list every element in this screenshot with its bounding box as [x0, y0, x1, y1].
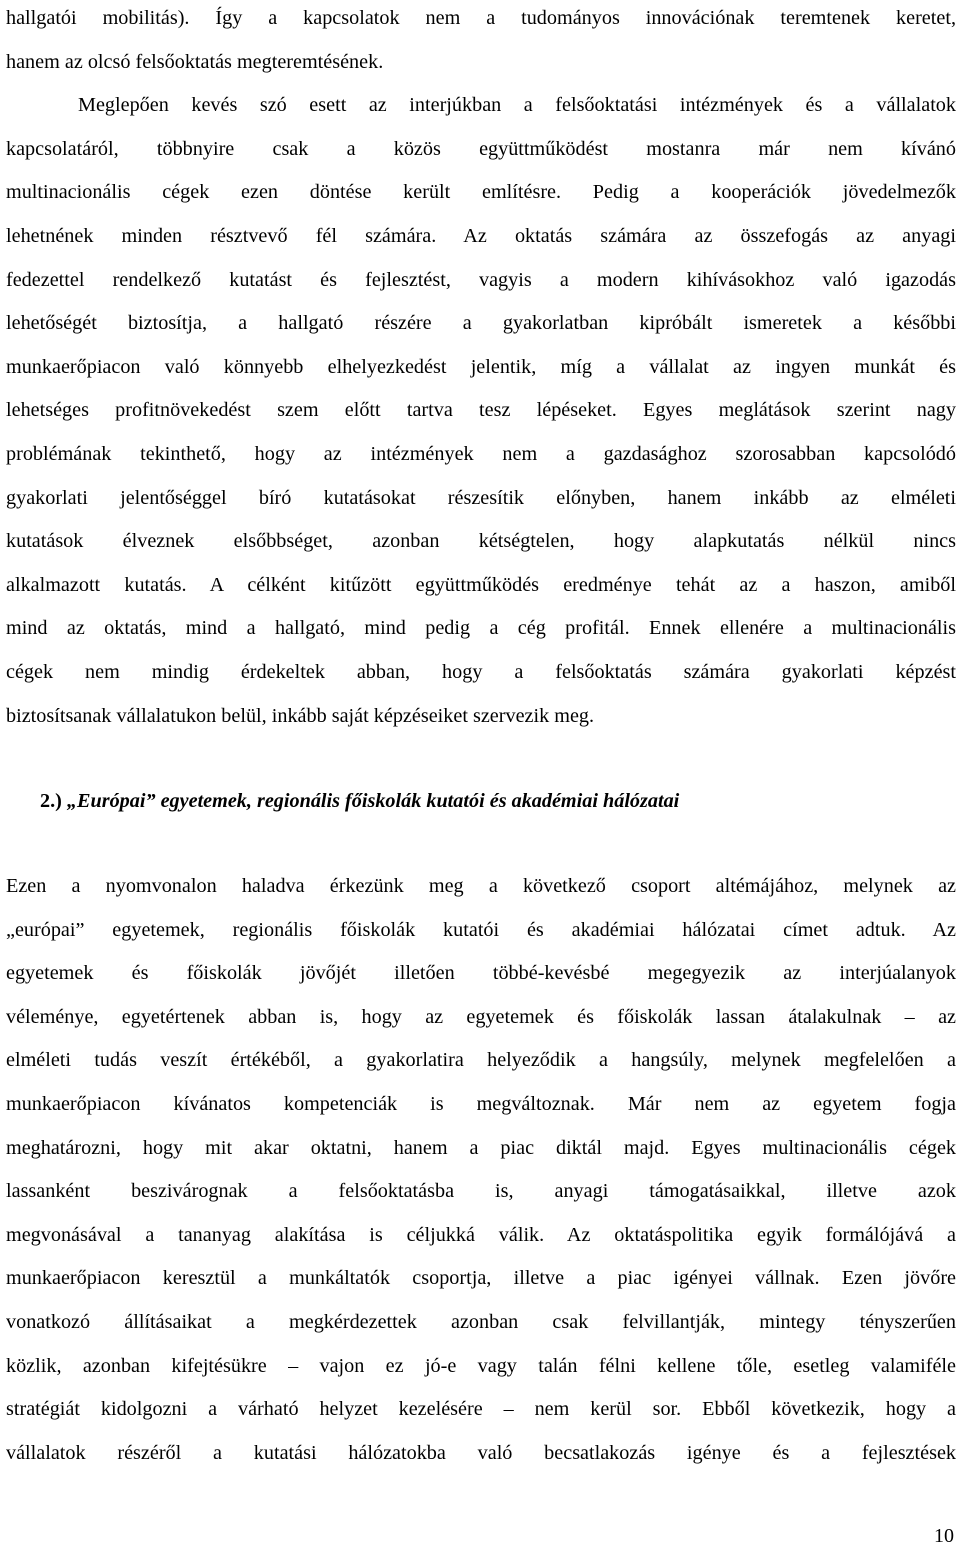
text-line: mind az oktatás, mind a hallgató, mind pedig a cég profitál. Ennek ellenére a multinacionális: [6, 617, 956, 640]
text-line: kapcsolatáról, többnyire csak a közös együttműködést mostanra már nem kívánó: [6, 137, 956, 160]
text-line: elméleti tudás veszít értékéből, a gyakorlatira helyeződik a hangsúly, melynek megfelelően a: [6, 1049, 956, 1072]
text-line: vonatkozó állításaikat a megkérdezettek azonban csak felvillantják, mintegy tényszerűen: [6, 1310, 956, 1333]
section-number: 2.): [40, 790, 62, 812]
text-line: lehetséges profitnövekedést szem előtt tartva tesz lépéseket. Egyes meglátások szerint nagy: [6, 399, 956, 422]
text-line: véleménye, egyetértenek abban is, hogy az egyetemek és főiskolák lassan átalakulnak – az: [6, 1005, 956, 1028]
text-line: lehetnének minden résztvevő fél számára. Az oktatás számára az összefogás az anyagi: [6, 224, 956, 247]
text-line: munkaerőpiacon való könnyebb elhelyezkedést jelentik, míg a vállalat az ingyen munkát és: [6, 355, 956, 378]
page-number: 10: [934, 1525, 954, 1547]
text-line: „európai” egyetemek, regionális főiskolák kutatói és akadémiai hálózatai címet adtuk. Az: [6, 918, 956, 941]
text-line: hallgatói mobilitás). Így a kapcsolatok nem a tudományos innovációnak teremtenek keretet,: [6, 7, 956, 29]
text-line: Ezen a nyomvonalon haladva érkezünk meg a következő csoport altémájához, melynek az: [6, 875, 956, 897]
section-title: „Európai” egyetemek, regionális főiskolák kutatói és akadémiai hálózatai: [66, 790, 680, 812]
text-line: kutatások élveznek elsőbbséget, azonban kétségtelen, hogy alapkutatás nélkül nincs: [6, 530, 956, 553]
body-paragraph-2: [6, 865, 956, 1475]
section-heading: [40, 783, 679, 819]
text-line: biztosítsanak vállalatukon belül, inkább saját képzéseiket szervezik meg.: [6, 704, 595, 727]
text-line: cégek nem mindig érdekeltek abban, hogy a felsőoktatás számára gyakorlati képzést: [6, 660, 956, 683]
text-line: hanem az olcsó felsőoktatás megteremtésének.: [6, 50, 384, 73]
text-line: lassanként beszivárognak a felsőoktatásba is, anyagi támogatásaikkal, illetve azok: [6, 1180, 956, 1203]
text-line: meghatározni, hogy mit akar oktatni, hanem a piac diktál majd. Egyes multinacionális cégek: [6, 1136, 956, 1159]
text-line: vállalatok részéről a kutatási hálózatokba való becsatlakozás igénye és a fejlesztések: [6, 1441, 956, 1464]
text-line: problémának tekinthető, hogy az intézmények nem a gazdasághoz szorosabban kapcsolódó: [6, 442, 956, 465]
text-line: alkalmazott kutatás. A célként kitűzött együttműködés eredménye tehát az a haszon, amiből: [6, 573, 956, 596]
text-line: lehetőségét biztosítja, a hallgató részére a gyakorlatban kipróbált ismeretek a későbbi: [6, 312, 956, 335]
text-line: munkaerőpiacon keresztül a munkáltatók csoportja, illetve a piac igényei vállnak. Ezen jövőre: [6, 1267, 956, 1290]
text-line: közlik, azonban kifejtésükre – vajon ez jó-e vagy talán félni kellene tőle, esetleg valamiféle: [6, 1354, 956, 1377]
text-line: gyakorlati jelentőséggel bíró kutatásokat részesítik előnyben, hanem inkább az elméleti: [6, 486, 956, 509]
text-line: fedezettel rendelkező kutatást és fejlesztést, vagyis a modern kihívásokhoz való igazodás: [6, 268, 956, 291]
text-line: multinacionális cégek ezen döntése került említésre. Pedig a kooperációk jövedelmezők: [6, 181, 956, 204]
text-line: stratégiát kidolgozni a várható helyzet kezelésére – nem kerül sor. Ebből következik, hogy a: [6, 1398, 956, 1421]
text-line: Meglepően kevés szó esett az interjúkban a felsőoktatási intézmények és a vállalatok: [78, 94, 956, 117]
text-line: egyetemek és főiskolák jövőjét illetően többé-kevésbé megegyezik az interjúalanyok: [6, 962, 956, 985]
body-paragraph-1: [6, 0, 956, 738]
text-line: megvonásával a tananyag alakítása is céljukká válik. Az oktatáspolitika egyik formálójává a: [6, 1223, 956, 1246]
text-line: munkaerőpiacon kívánatos kompetenciák is megváltoznak. Már nem az egyetem fogja: [6, 1092, 956, 1115]
